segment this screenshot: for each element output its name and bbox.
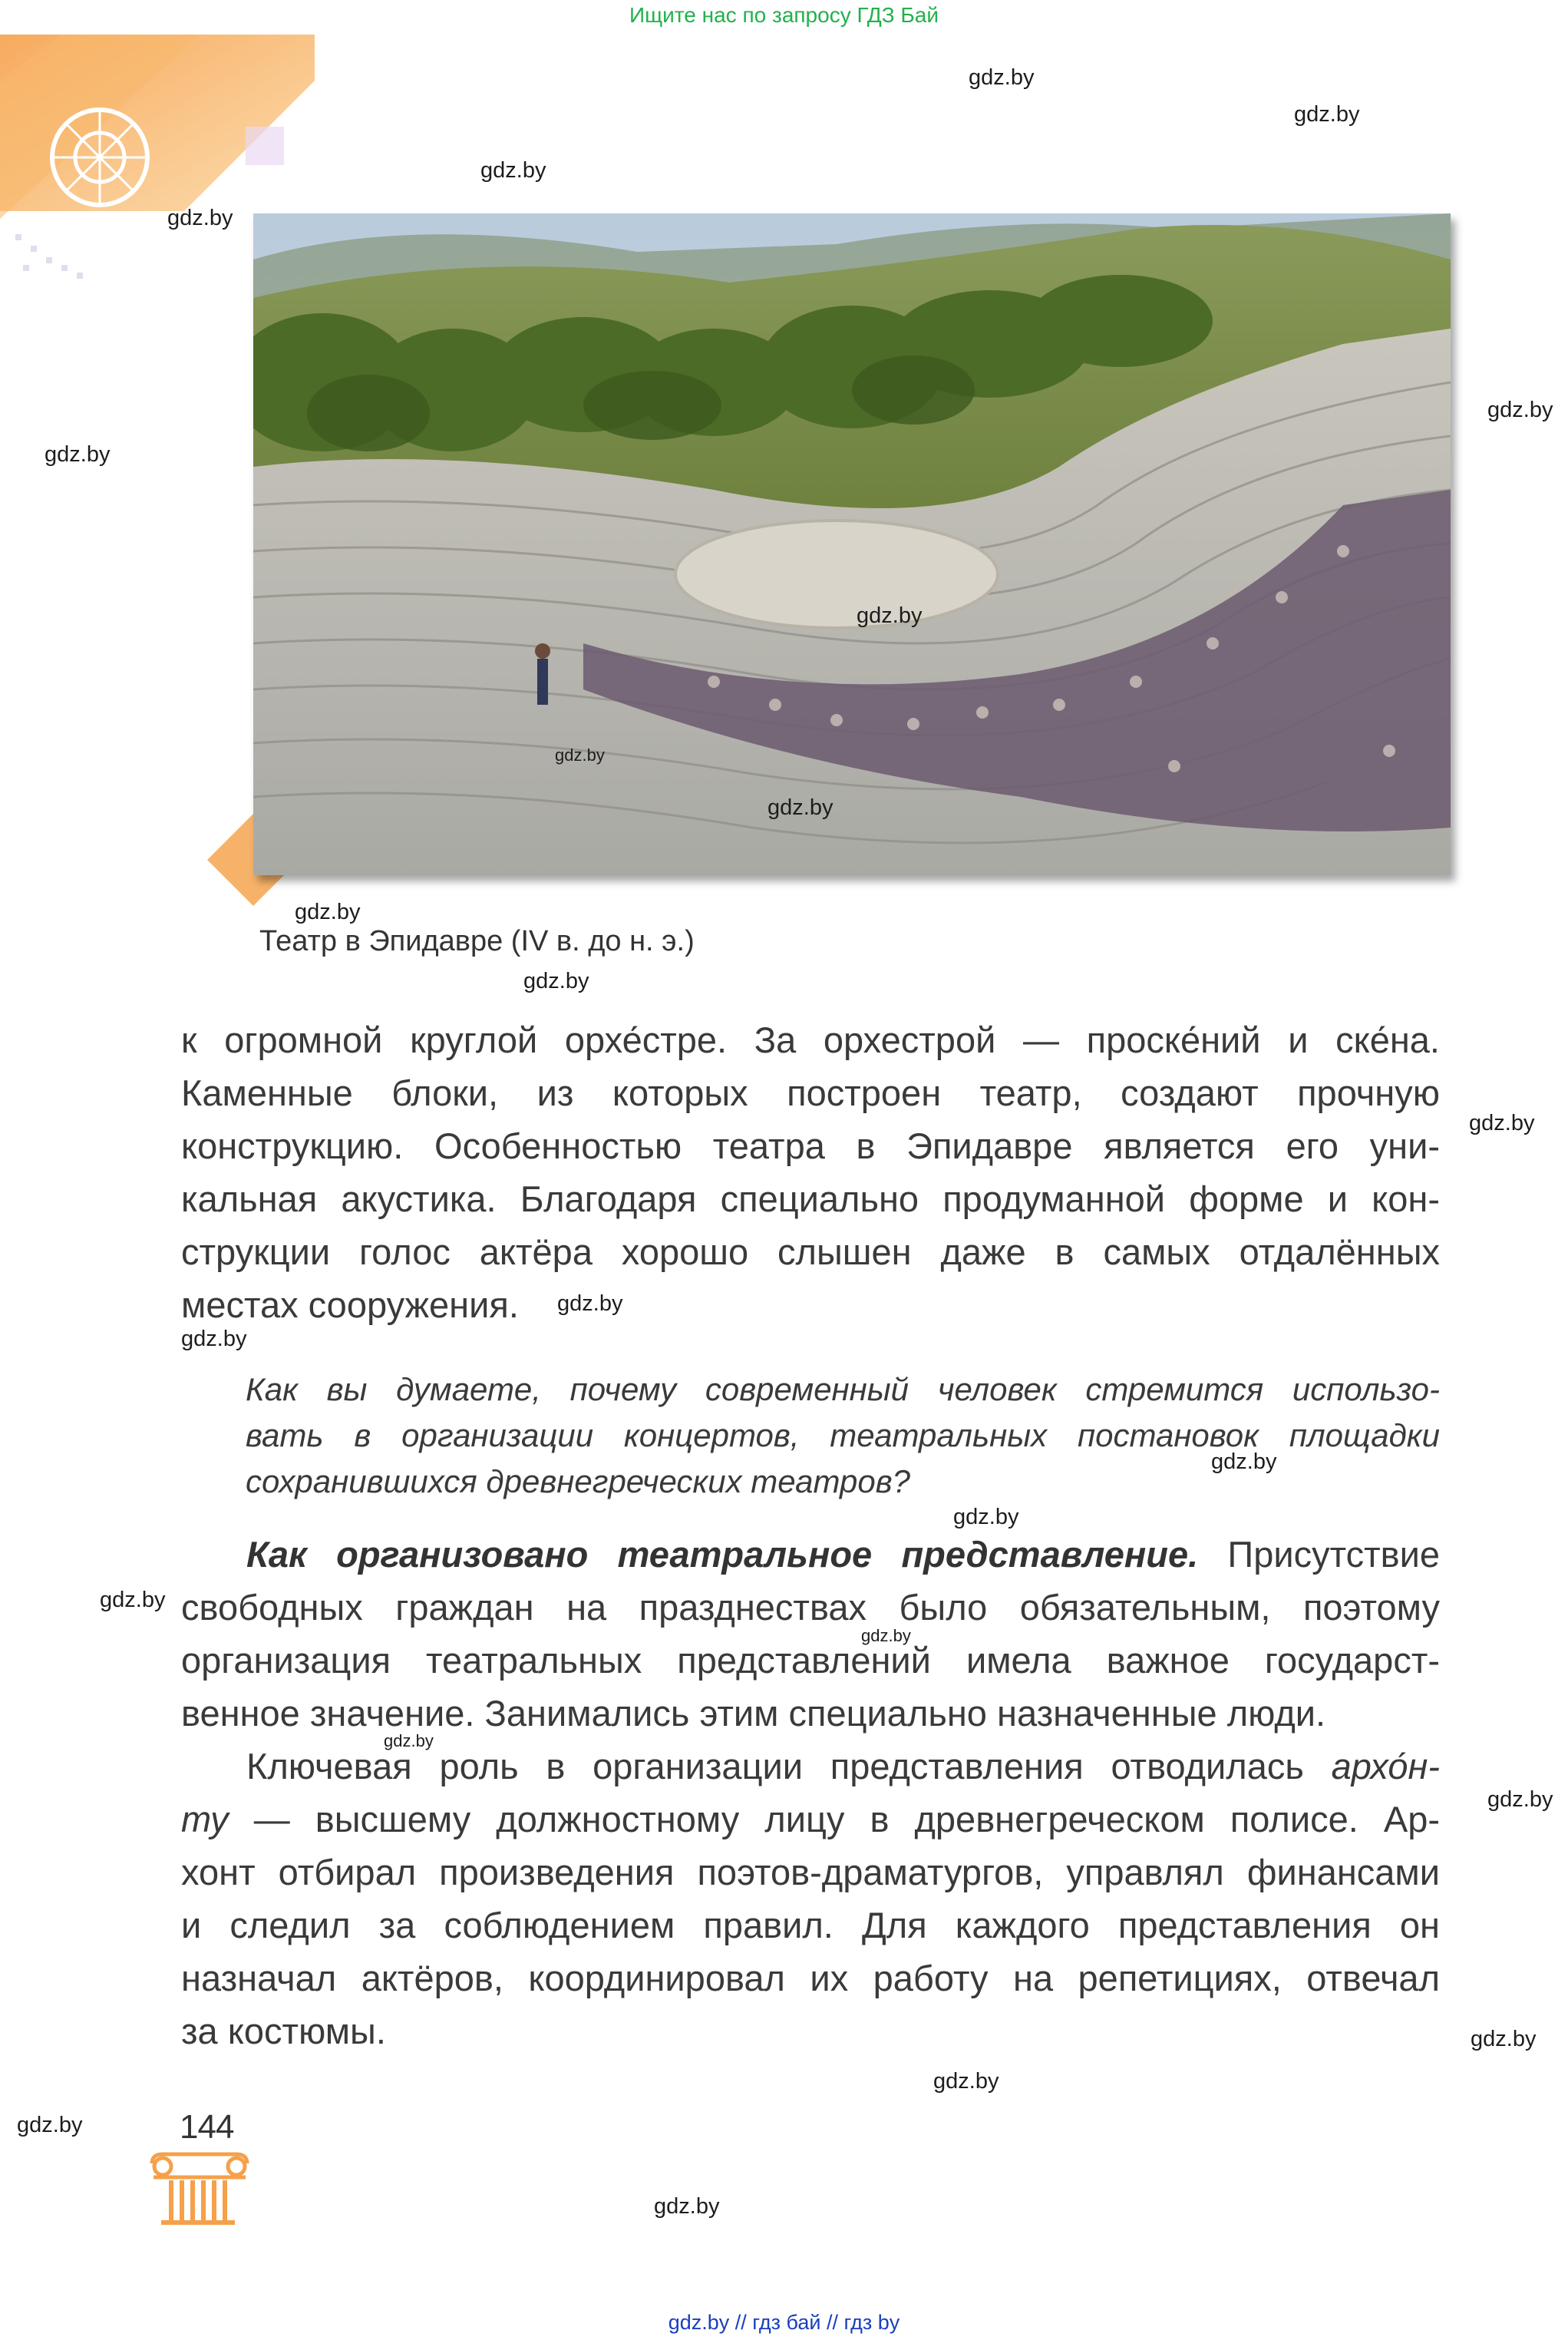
watermark: gdz.by xyxy=(1469,1111,1535,1135)
watermark: gdz.by xyxy=(1487,1787,1553,1812)
watermark: gdz.by xyxy=(1471,2027,1537,2051)
watermark: gdz.by xyxy=(555,745,605,765)
paragraph-line: хонт отбирал произведения поэтов-драматургов, управлял финансами xyxy=(181,1852,1440,1892)
bottom-banner[interactable]: gdz.by // гдз бай // гдз by xyxy=(668,2311,900,2334)
watermark: gdz.by xyxy=(857,603,923,628)
paragraph-text: Ключевая роль в организации представления отводилась xyxy=(246,1746,1332,1786)
watermark: gdz.by xyxy=(295,900,361,924)
ionic-column-icon xyxy=(146,2150,253,2226)
watermark: gdz.by xyxy=(1294,102,1360,127)
paragraph-line xyxy=(181,1793,1440,1846)
question-line: Как вы думаете, почему современный человек стремится использо- xyxy=(246,1371,1440,1407)
photo-caption: Театр в Эпидавре (IV в. до н. э.) xyxy=(259,925,695,957)
watermark: gdz.by xyxy=(45,442,111,467)
paragraph-2 xyxy=(181,1528,1440,1740)
watermark: gdz.by xyxy=(861,1626,911,1645)
paragraph-1 xyxy=(181,1013,1440,1331)
watermark: gdz.by xyxy=(933,2069,999,2094)
top-banner[interactable]: Ищите нас по запросу ГДЗ Бай xyxy=(629,3,939,27)
watermark: gdz.by xyxy=(384,1731,434,1750)
watermark: gdz.by xyxy=(523,969,589,993)
paragraph-line: струкции голос актёра хорошо слышен даже в самых отдалённых xyxy=(181,1231,1440,1272)
discussion-question xyxy=(246,1367,1440,1505)
term-archon: архо́н- xyxy=(1331,1746,1440,1786)
watermark: gdz.by xyxy=(1487,398,1553,422)
paragraph-text: Присутствие xyxy=(1198,1534,1440,1575)
paragraph-line xyxy=(181,1740,1440,1793)
paragraph-line: к огромной круглой орхе́стре. За орхестрой — проске́ний и ске́на. xyxy=(181,1020,1440,1060)
watermark: gdz.by xyxy=(969,65,1035,90)
watermark: gdz.by xyxy=(100,1588,166,1612)
paragraph-line: венное значение. Занимались этим специально назначенные люди. xyxy=(181,1693,1326,1734)
paragraph-line: кальная акустика. Благодаря специально продуманной форме и кон- xyxy=(181,1178,1440,1219)
paragraph-line: Каменные блоки, из которых построен театр, создают прочную xyxy=(181,1072,1440,1113)
term-archon-end: ту xyxy=(181,1799,229,1839)
paragraph-line: конструкцию. Особенностью театра в Эпидавре является его уни- xyxy=(181,1125,1440,1166)
paragraph-line: назначал актёров, координировал их работу на репетициях, отвечал xyxy=(181,1958,1440,1998)
watermark: gdz.by xyxy=(654,2194,720,2219)
paragraph-3 xyxy=(181,1740,1440,2057)
watermark: gdz.by xyxy=(181,1327,247,1351)
paragraph-text: — высшему должностному лицу в древнегреческом полисе. Ар- xyxy=(228,1799,1440,1839)
watermark: gdz.by xyxy=(953,1505,1019,1529)
watermark: gdz.by xyxy=(480,158,546,183)
paragraph-line: местах сооружения. xyxy=(181,1284,519,1325)
page-number: 144 xyxy=(180,2108,234,2146)
watermark: gdz.by xyxy=(767,795,834,820)
watermark: gdz.by xyxy=(1211,1449,1277,1474)
watermark: gdz.by xyxy=(557,1291,623,1316)
question-line: вать в организации концертов, театральных постановок площадки xyxy=(246,1417,1440,1453)
paragraph-line: за костюмы. xyxy=(181,2011,386,2051)
epidaurus-theatre-photo xyxy=(253,213,1451,875)
question-line: сохранившихся древнегреческих театров? xyxy=(246,1463,911,1499)
paragraph-line: и следил за соблюдением правил. Для каждого представления он xyxy=(181,1905,1440,1945)
paragraph-line: свободных граждан на празднествах было обязательным, поэтому xyxy=(181,1587,1440,1628)
watermark: gdz.by xyxy=(167,206,233,230)
watermark: gdz.by xyxy=(17,2113,83,2137)
paragraph-line: организация театральных представлений имела важное государст- xyxy=(181,1640,1440,1681)
section-heading: Как организовано театральное представление. xyxy=(246,1534,1199,1575)
paragraph-line xyxy=(181,1528,1440,1581)
